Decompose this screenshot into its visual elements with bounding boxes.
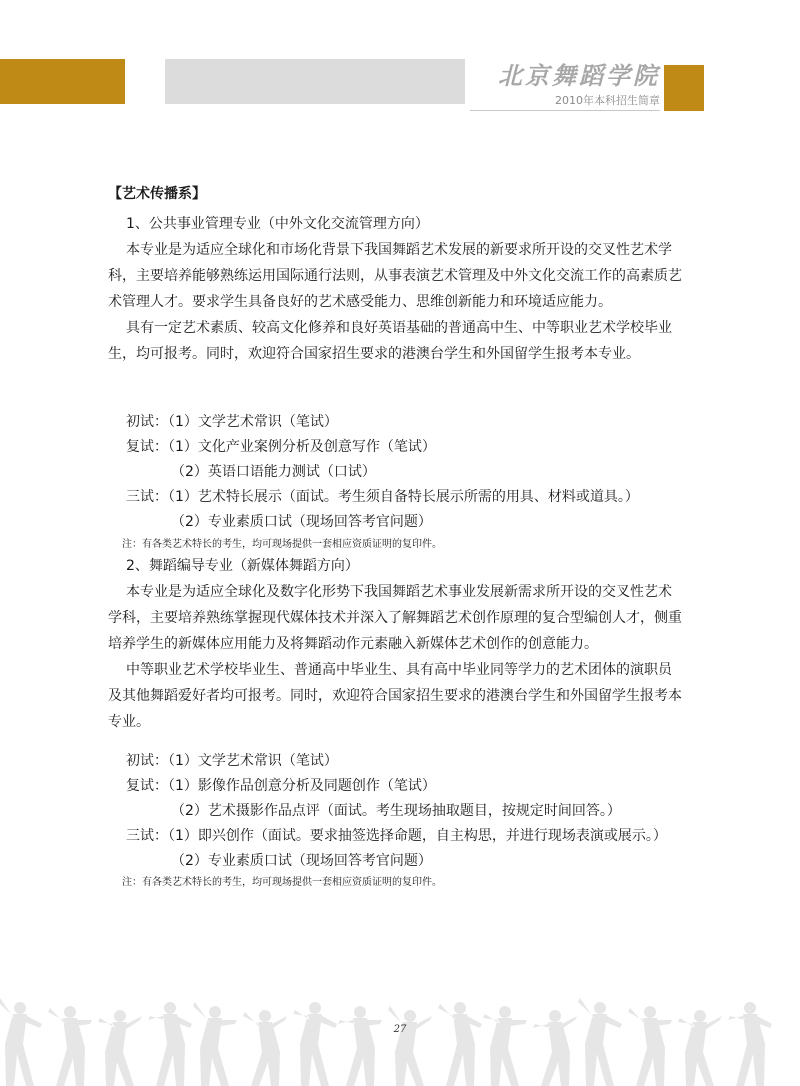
header-divider [470, 110, 660, 111]
paragraph-line: 培养学生的新媒体应用能力及将舞蹈动作元素融入新媒体艺术创作的创意能力。 [108, 636, 598, 652]
footnote: 注：有各类艺术特长的考生，均可现场提供一套相应资质证明的复印件。 [122, 539, 442, 550]
dancer-silhouette [628, 1006, 672, 1086]
exam-item: （2）专业素质口试（现场回答考官问题） [171, 514, 432, 530]
paragraph-line: 本专业是为适应全球化及数字化形势下我国舞蹈艺术事业发展新需求所开设的交叉性艺术 [126, 584, 672, 600]
dancer-silhouette [148, 1002, 192, 1086]
dancer-silhouette [483, 1006, 527, 1086]
exam-item: 初试：（1）文学艺术常识（笔试） [126, 414, 338, 430]
paragraph-line: 学科，主要培养熟练掌握现代媒体技术并深入了解舞蹈艺术创作原理的复合型编创人才，侧重 [108, 610, 682, 626]
dancer-silhouette [388, 1006, 432, 1086]
institution-logo-text: 北京舞蹈学院 [498, 61, 660, 90]
dancer-silhouettes-decoration [0, 988, 800, 1086]
dancer-silhouette [678, 1010, 722, 1086]
exam-item: 复试：（1）文化产业案例分析及创意写作（笔试） [126, 439, 436, 455]
dancer-silhouette [48, 1006, 92, 1086]
section-title: 【艺术传播系】 [108, 186, 206, 202]
footnote: 注：有各类艺术特长的考生，均可现场提供一套相应资质证明的复印件。 [122, 877, 442, 888]
exam-item: （2）专业素质口试（现场回答考官问题） [171, 853, 432, 869]
exam-item: （2）英语口语能力测试（口试） [171, 464, 376, 480]
dancer-silhouette [728, 1002, 772, 1086]
dancer-silhouette [293, 1002, 337, 1086]
paragraph-line: 专业。 [108, 714, 150, 730]
exam-item: 三试：（1）即兴创作（面试。要求抽签选择命题，自主构思，并进行现场表演或展示。） [126, 828, 667, 844]
header-gold-block-right [664, 65, 704, 111]
page-number: 27 [393, 1024, 407, 1035]
dancer-silhouette [243, 1010, 287, 1086]
dancer-silhouette [98, 1010, 142, 1086]
major-heading: 1、公共事业管理专业（中外文化交流管理方向） [126, 216, 429, 232]
paragraph-line: 中等职业艺术学校毕业生、普通高中毕业生、具有高中毕业同等学力的艺术团体的演职员 [126, 662, 672, 678]
exam-item: 复试：（1）影像作品创意分析及同题创作（笔试） [126, 778, 436, 794]
paragraph-line: 术管理人才。要求学生具备良好的艺术感受能力、思维创新能力和环境适应能力。 [108, 294, 612, 310]
dancer-silhouette [533, 1010, 577, 1086]
header-gold-block-left [0, 59, 125, 104]
brochure-subtitle: 2010年本科招生简章 [555, 94, 660, 107]
paragraph-line: 具有一定艺术素质、较高文化修养和良好英语基础的普通高中生、中等职业艺术学校毕业 [126, 320, 672, 336]
paragraph-line: 本专业是为适应全球化和市场化背景下我国舞蹈艺术发展的新要求所开设的交叉性艺术学 [126, 242, 672, 258]
paragraph-line: 科，主要培养能够熟练运用国际通行法则，从事表演艺术管理及中外文化交流工作的高素质艺 [108, 268, 682, 284]
dancer-silhouette [578, 998, 622, 1086]
dancer-silhouette [338, 1006, 382, 1086]
exam-item: 初试：（1）文学艺术常识（笔试） [126, 753, 338, 769]
exam-item: 三试：（1）艺术特长展示（面试。考生须自备特长展示所需的用具、材料或道具。） [126, 489, 639, 505]
dancer-silhouette [0, 998, 42, 1086]
paragraph-line: 生，均可报考。同时，欢迎符合国家招生要求的港澳台学生和外国留学生报考本专业。 [108, 346, 640, 362]
major-heading: 2、舞蹈编导专业（新媒体舞蹈方向） [126, 558, 359, 574]
paragraph-line: 及其他舞蹈爱好者均可报考。同时，欢迎符合国家招生要求的港澳台学生和外国留学生报考本 [108, 688, 682, 704]
dancer-silhouette [438, 1002, 482, 1086]
exam-item: （2）艺术摄影作品点评（面试。考生现场抽取题目，按规定时间回答。） [171, 803, 621, 819]
dancer-silhouette [193, 1002, 237, 1086]
header-gray-bar [165, 59, 465, 104]
